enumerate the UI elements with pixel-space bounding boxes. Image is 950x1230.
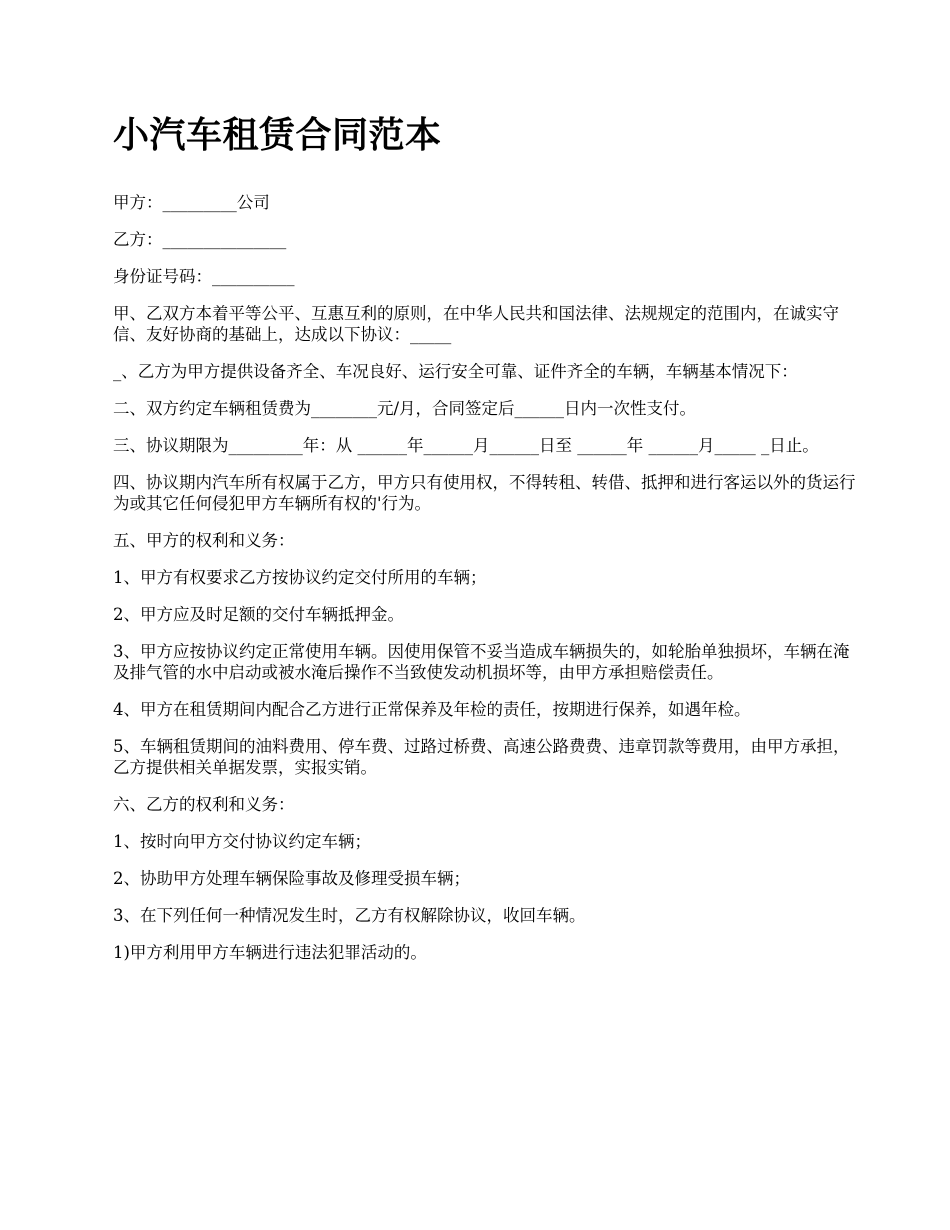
document-title: 小汽车租赁合同范本	[113, 114, 442, 156]
clause-4: 四、协议期内汽车所有权属于乙方，甲方只有使用权，不得转租、转借、抵押和进行客运以外的货运行为或其它任何侵犯甲方车辆所有权的'行为。	[113, 473, 856, 513]
party-a-item-1: 1、甲方有权要求乙方按协议约定交付所用的车辆；	[113, 568, 487, 587]
section-heading-party-a-rights: 五、甲方的权利和义务：	[113, 531, 295, 550]
party-a-line: 甲方：_________公司	[113, 193, 270, 212]
party-b-item-1: 1、按时向甲方交付协议约定车辆；	[113, 832, 371, 851]
section-heading-party-b-rights: 六、乙方的权利和义务：	[113, 795, 295, 814]
clause-2: 二、双方约定车辆租赁费为________元/月，合同签定后______日内一次性支付。	[113, 399, 697, 418]
party-b-line: 乙方：_______________	[113, 230, 287, 249]
id-number-line: 身份证号码：__________	[113, 267, 295, 286]
party-a-item-4: 4、甲方在租赁期间内配合乙方进行正常保养及年检的责任，按期进行保养，如遇年检。	[113, 700, 751, 719]
preamble-paragraph: 甲、乙双方本着平等公平、互惠互利的原则，在中华人民共和国法律、法规规定的范围内，在诚实守信、友好协商的基础上，达成以下协议：_____	[113, 304, 839, 344]
party-a-item-2: 2、甲方应及时足额的交付车辆抵押金。	[113, 605, 404, 624]
document-page	[113, 112, 858, 979]
party-a-item-5: 5、车辆租赁期间的油料费用、停车费、过路过桥费、高速公路费费、违章罚款等费用，由甲方承担，乙方提供相关单据发票，实报实销。	[113, 737, 850, 777]
clause-3: 三、协议期限为_________年：从 ______年______月______日至 ______年 ______月_____ _日止。	[113, 436, 819, 455]
party-b-item-2: 2、协助甲方处理车辆保险事故及修理受损车辆；	[113, 869, 470, 888]
party-b-subitem-1: 1)甲方利用甲方车辆进行违法犯罪活动的。	[113, 943, 427, 962]
clause-1: _、乙方为甲方提供设备齐全、车况良好、运行安全可靠、证件齐全的车辆，车辆基本情况下：	[113, 362, 798, 381]
party-a-item-3: 3、甲方应按协议约定正常使用车辆。因使用保管不妥当造成车辆损失的，如轮胎单独损坏，车辆在淹及排气管的水中启动或被水淹后操作不当致使发动机损坏等，由甲方承担赔偿责任。	[113, 642, 850, 682]
party-b-item-3: 3、在下列任何一种情况发生时，乙方有权解除协议，收回车辆。	[113, 906, 586, 925]
